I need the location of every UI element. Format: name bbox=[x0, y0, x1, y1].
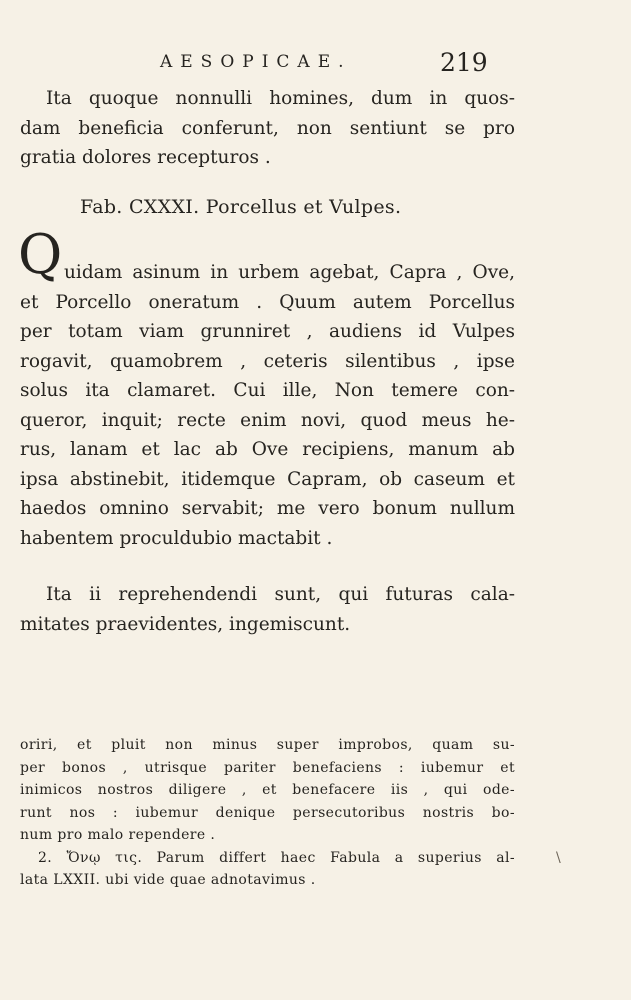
text-line: rogavit, quamobrem , ceteris silentibus , ipse bbox=[20, 350, 515, 372]
text-line: rus, lanam et lac ab Ove recipiens, manum ab bbox=[20, 439, 515, 460]
footnote-line: per bonos , utrisque pariter benefaciens : iubemur et bbox=[20, 759, 515, 776]
text-line: dam beneficia conferunt, non sentiunt se pro bbox=[20, 117, 515, 139]
text-line: Ita ii reprehendendi sunt, qui futuras cala- bbox=[46, 584, 515, 605]
footnote-line: inimicos nostros diligere , et benefacere iis , qui ode- bbox=[20, 782, 515, 798]
footnotes bbox=[20, 734, 515, 892]
paragraph-moral-1 bbox=[20, 84, 515, 173]
text-line: uidam asinum in urbem agebat, Capra , Ove, bbox=[64, 262, 515, 283]
drop-cap: Q bbox=[18, 223, 63, 286]
footnote-line: num pro malo rependere . bbox=[20, 827, 216, 843]
text-line: et Porcello oneratum . Quum autem Porcellus bbox=[20, 291, 515, 313]
text-line: solus ita clamaret. Cui ille, Non temere con- bbox=[20, 380, 515, 401]
footnote-line: runt nos : iubemur denique persecutoribus nostris bo- bbox=[20, 804, 515, 821]
footnote-line: oriri, et pluit non minus super improbos, quam su- bbox=[20, 737, 515, 753]
text-line: haedos omnino servabit; me vero bonum nullum bbox=[20, 498, 515, 519]
fable-text bbox=[20, 258, 515, 553]
footnote-line: 2. Ὄνῳ τις. Parum differt haec Fabula a superius al- bbox=[38, 849, 515, 866]
text-line: mitates praevidentes, ingemiscunt. bbox=[20, 613, 351, 635]
text-line: queror, inquit; recte enim novi, quod meus he- bbox=[20, 409, 515, 431]
text-line: habentem proculdubio mactabit . bbox=[20, 527, 333, 549]
fable-title: Fab. CXXXI. Porcellus et Vulpes. bbox=[80, 196, 402, 218]
text-line: Ita quoque nonnulli homines, dum in quos- bbox=[46, 88, 515, 109]
page-number: 219 bbox=[440, 48, 488, 77]
text-line: gratia dolores recepturos . bbox=[20, 147, 271, 168]
text-line: ipsa abstinebit, itidemque Capram, ob caseum et bbox=[20, 468, 515, 490]
paragraph-moral-2 bbox=[20, 580, 515, 639]
margin-mark: \ bbox=[556, 850, 561, 866]
text-line: per totam viam grunniret , audiens id Vulpes bbox=[20, 321, 515, 342]
running-title: AESOPICAE. bbox=[160, 52, 352, 72]
footnote-line: lata LXXII. ubi vide quae adnotavimus . bbox=[20, 872, 316, 888]
